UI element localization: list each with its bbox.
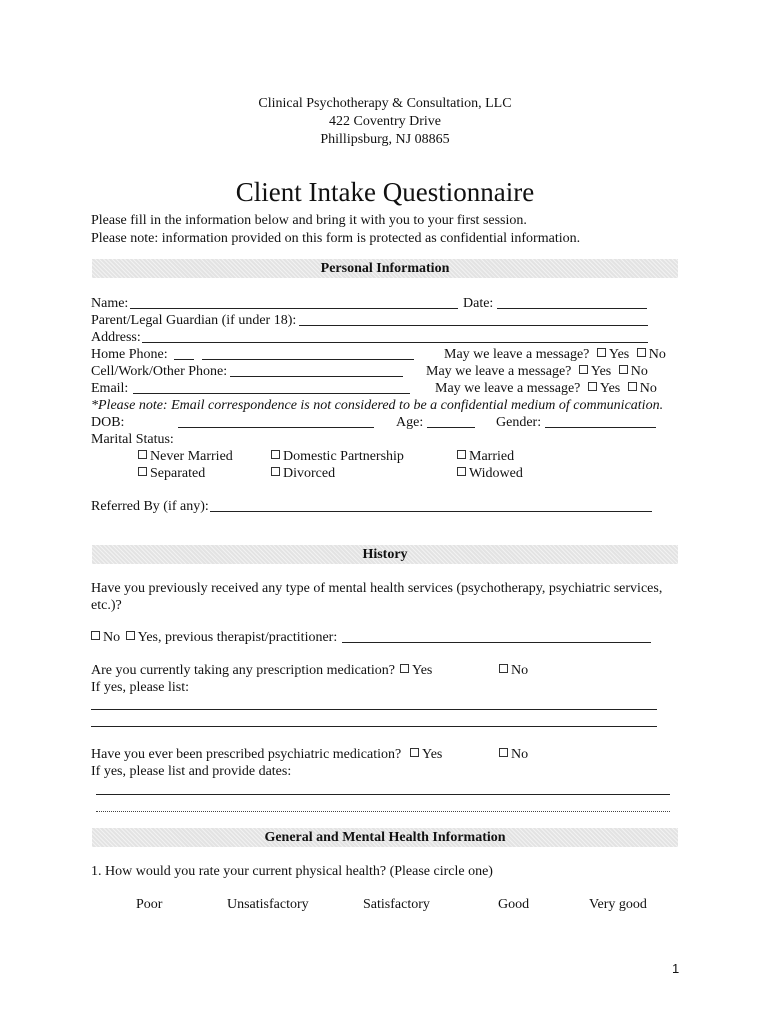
cell-message-yes-checkbox[interactable]: [579, 365, 588, 374]
current-medication-list-label: If yes, please list:: [91, 680, 189, 695]
marital-option-married[interactable]: Married: [457, 448, 514, 465]
page-number: 1: [672, 961, 680, 976]
section-history: History: [92, 545, 678, 564]
referred-by-field[interactable]: [210, 511, 652, 512]
rating-satisfactory[interactable]: Satisfactory: [363, 897, 430, 912]
cell-message-no-checkbox[interactable]: [619, 365, 628, 374]
form-title: Client Intake Questionnaire: [235, 177, 535, 207]
psychiatric-medication-list-label: If yes, please list and provide dates:: [91, 764, 292, 779]
prior-services-question-line-2: etc.)?: [91, 598, 122, 613]
psychiatric-medication-no-checkbox[interactable]: [499, 748, 508, 757]
domestic-partnership-checkbox[interactable]: [271, 450, 280, 459]
date-field[interactable]: [497, 308, 647, 309]
referred-by-label: Referred By (if any):: [91, 499, 209, 514]
separated-checkbox[interactable]: [138, 467, 147, 476]
prior-services-answer: No Yes, previous therapist/practitioner:: [91, 629, 337, 646]
email-message-no-checkbox[interactable]: [628, 382, 637, 391]
psychiatric-medication-yes[interactable]: Yes: [410, 746, 442, 763]
prior-services-question-line-1: Have you previously received any type of mental health services (psychotherapy, psychiatric services,: [91, 581, 663, 596]
gender-field[interactable]: [545, 427, 656, 428]
dob-label: DOB:: [91, 415, 125, 430]
practice-name: Clinical Psychotherapy & Consultation, LLC: [258, 96, 512, 111]
rating-good[interactable]: Good: [498, 897, 530, 912]
name-field[interactable]: [130, 308, 458, 309]
cell-phone-label: Cell/Work/Other Phone:: [91, 364, 228, 379]
psychiatric-medication-list-line-1[interactable]: [96, 794, 670, 795]
section-personal-information: Personal Information: [92, 259, 678, 278]
home-message-no-checkbox[interactable]: [637, 348, 646, 357]
never-married-checkbox[interactable]: [138, 450, 147, 459]
age-label: Age:: [396, 415, 424, 430]
intro-line-2: Please note: information provided on this form is protected as confidential information.: [91, 231, 581, 246]
dob-field[interactable]: [178, 427, 374, 428]
guardian-label: Parent/Legal Guardian (if under 18):: [91, 313, 297, 328]
married-checkbox[interactable]: [457, 450, 466, 459]
section-general-mental-health: General and Mental Health Information: [92, 828, 678, 847]
current-medication-question: Are you currently taking any prescription medication?: [91, 663, 396, 678]
practice-city: Phillipsburg, NJ 08865: [320, 132, 450, 147]
home-phone-label: Home Phone:: [91, 347, 168, 362]
address-field[interactable]: [142, 342, 648, 343]
marital-option-separated[interactable]: Separated: [138, 465, 205, 482]
divorced-checkbox[interactable]: [271, 467, 280, 476]
email-message-yes-checkbox[interactable]: [588, 382, 597, 391]
current-medication-yes[interactable]: Yes: [400, 662, 432, 679]
rating-unsatisfactory[interactable]: Unsatisfactory: [227, 897, 309, 912]
age-field[interactable]: [427, 427, 475, 428]
email-field[interactable]: [133, 393, 410, 394]
current-medication-yes-checkbox[interactable]: [400, 664, 409, 673]
psychiatric-medication-yes-checkbox[interactable]: [410, 748, 419, 757]
name-label: Name:: [91, 296, 129, 311]
home-message-yes-checkbox[interactable]: [597, 348, 606, 357]
practice-street: 422 Coventry Drive: [329, 114, 441, 129]
physical-health-question: 1. How would you rate your current physical health? (Please circle one): [91, 864, 493, 879]
current-medication-list-line-1[interactable]: [91, 709, 657, 710]
marital-option-never-married[interactable]: Never Married: [138, 448, 233, 465]
marital-option-widowed[interactable]: Widowed: [457, 465, 523, 482]
date-label: Date:: [463, 296, 494, 311]
home-phone-field[interactable]: [202, 359, 414, 360]
intro-line-1: Please fill in the information below and bring it with you to your first session.: [91, 213, 527, 228]
home-phone-message-question: May we leave a message? Yes No: [444, 347, 666, 362]
email-label: Email:: [91, 381, 129, 396]
psychiatric-medication-no[interactable]: No: [499, 746, 528, 763]
prior-services-yes-checkbox[interactable]: [126, 631, 135, 640]
previous-therapist-field[interactable]: [342, 642, 651, 643]
email-message-question: May we leave a message? Yes No: [435, 381, 657, 396]
gender-label: Gender:: [496, 415, 542, 430]
current-medication-no[interactable]: No: [499, 662, 528, 679]
psychiatric-medication-list-line-2[interactable]: [96, 811, 670, 812]
cell-phone-message-question: May we leave a message? Yes No: [426, 364, 648, 379]
guardian-field[interactable]: [299, 325, 648, 326]
marital-option-divorced[interactable]: Divorced: [271, 465, 335, 482]
widowed-checkbox[interactable]: [457, 467, 466, 476]
email-confidentiality-note: *Please note: Email correspondence is not considered to be a confidential medium of communication.: [91, 398, 664, 413]
home-phone-area-field[interactable]: [174, 359, 194, 360]
marital-status-label: Marital Status:: [91, 432, 174, 447]
rating-very-good[interactable]: Very good: [589, 897, 647, 912]
current-medication-list-line-2[interactable]: [91, 726, 657, 727]
address-label: Address:: [91, 330, 141, 345]
cell-phone-field[interactable]: [230, 376, 403, 377]
psychiatric-medication-question: Have you ever been prescribed psychiatric medication?: [91, 747, 402, 762]
current-medication-no-checkbox[interactable]: [499, 664, 508, 673]
marital-option-domestic-partnership[interactable]: Domestic Partnership: [271, 448, 404, 465]
prior-services-no-checkbox[interactable]: [91, 631, 100, 640]
rating-poor[interactable]: Poor: [136, 897, 163, 912]
